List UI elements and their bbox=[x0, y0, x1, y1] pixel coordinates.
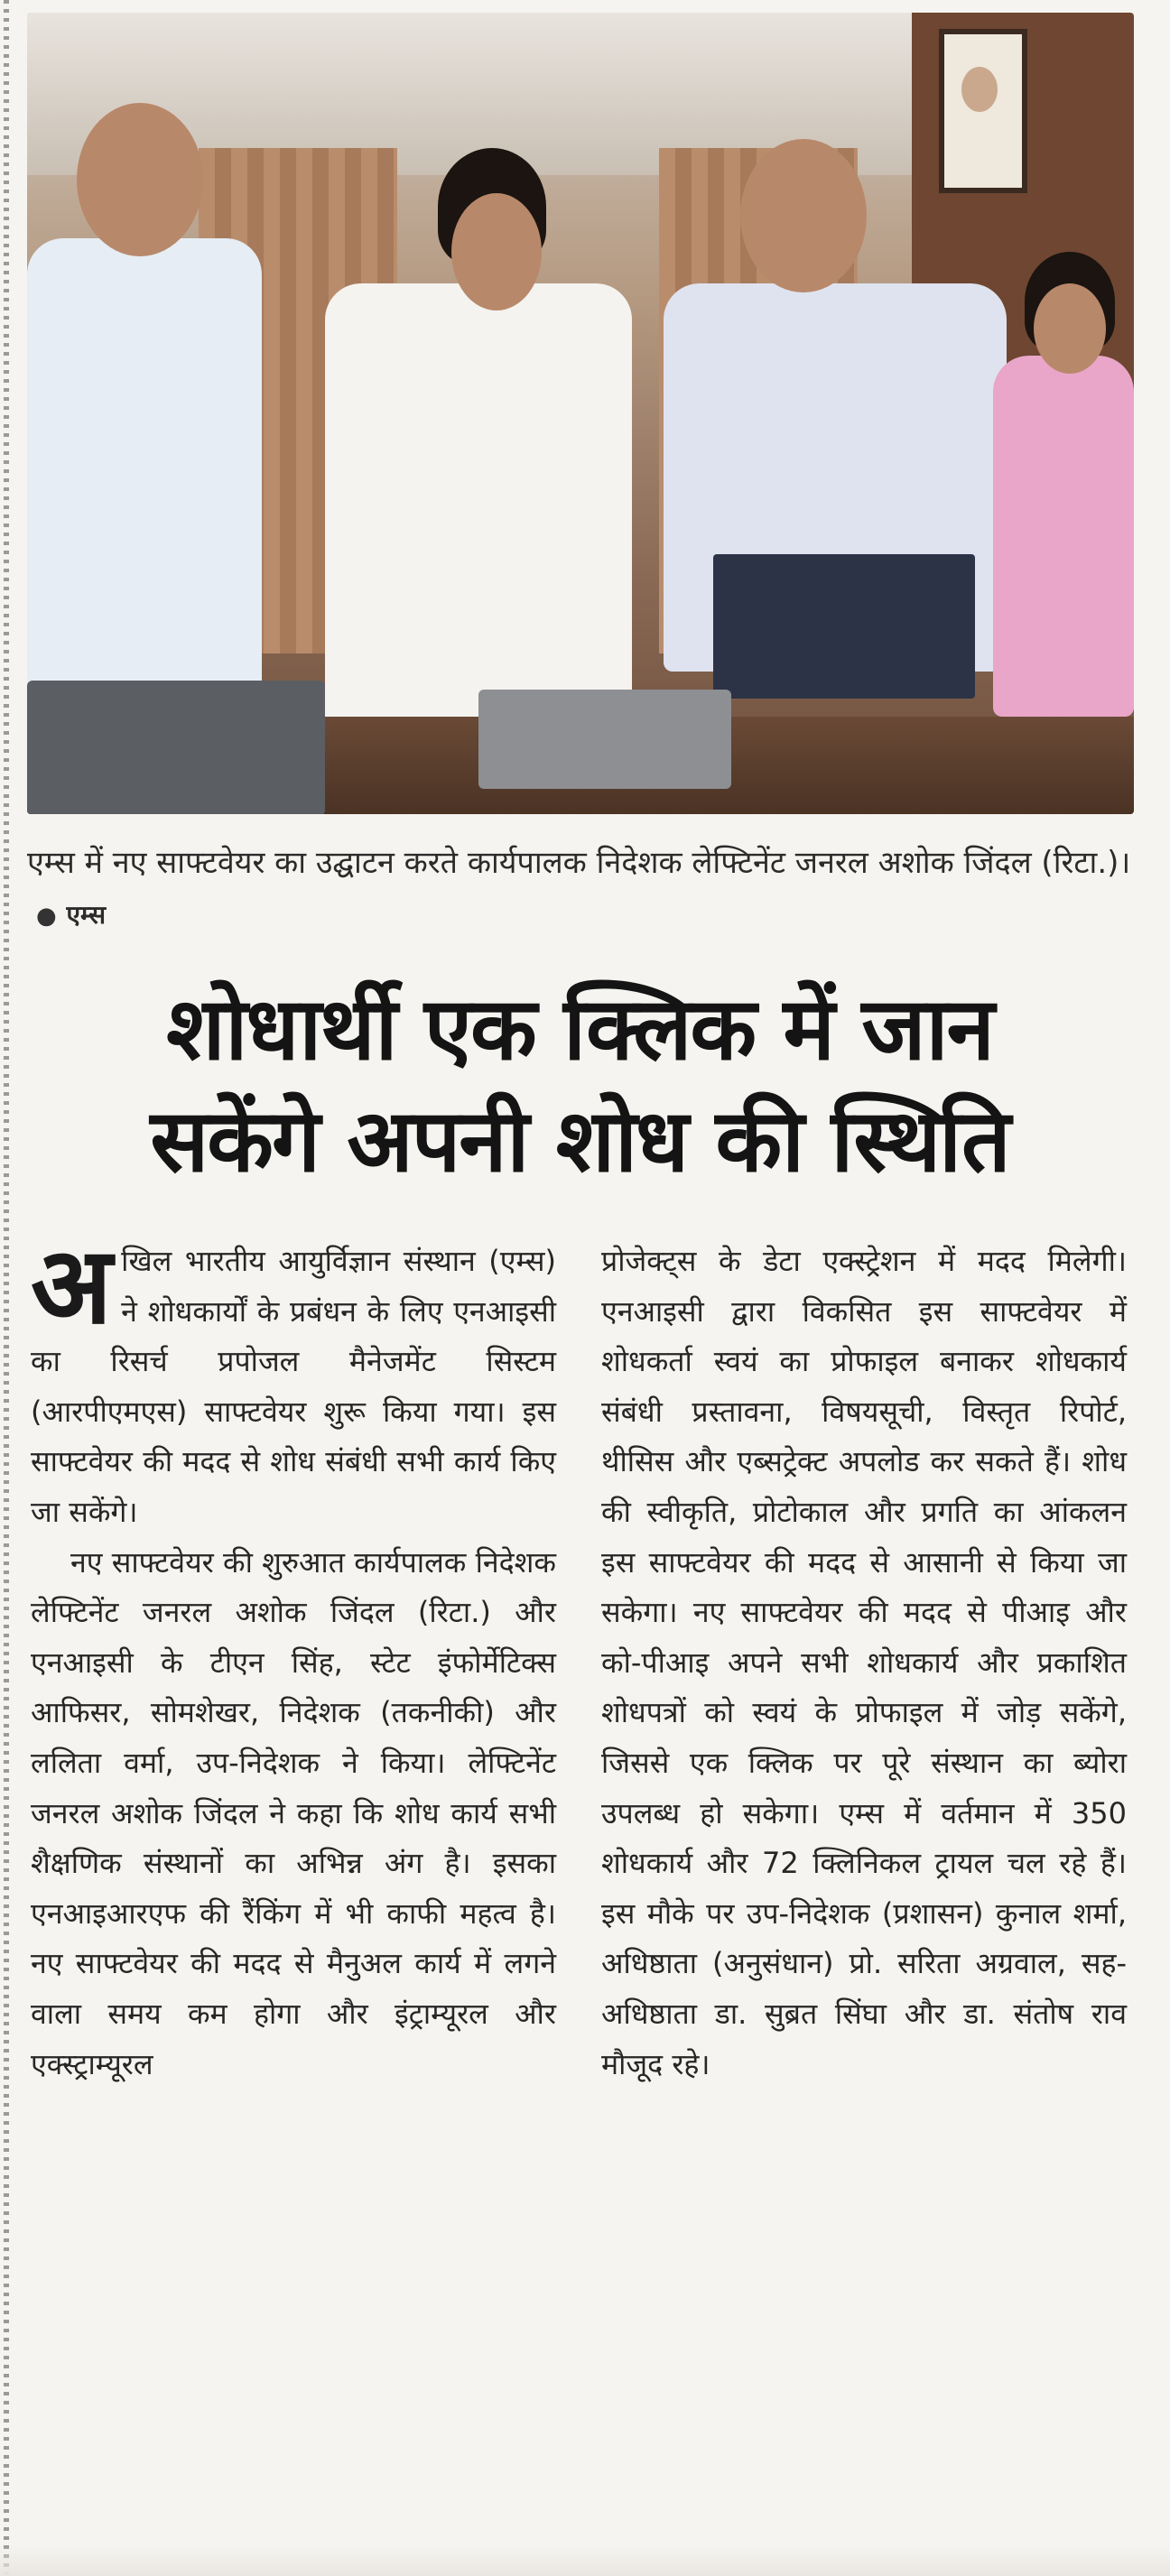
photo-person-1 bbox=[27, 238, 262, 744]
article-column-left bbox=[31, 1223, 556, 2090]
photo-person-2 bbox=[325, 283, 632, 735]
headline-line-2: सकेंगे अपनी शोध की स्थिति bbox=[150, 1090, 1009, 1191]
headline bbox=[20, 973, 1139, 1197]
photo-person-3-trousers bbox=[713, 554, 975, 699]
photo-person-2-head bbox=[451, 193, 542, 310]
article-paragraph: खिल भारतीय आयुर्विज्ञान संस्थान (एम्स) ने शोधकार्यों के प्रबंधन के लिए एनआइसी का रिसर्च प्रपोजल मैनेजमेंट सिस्टम (आरपीएमएस) साफ्टवेयर शुरू किया गया। इस साफ्टवेयर की मदद से शोध संबंधी सभी कार्य किए जा सकेंगे। bbox=[31, 1244, 556, 1529]
caption-text: एम्स में नए साफ्टवेयर का उद्घाटन करते कार्यपालक निदेशक लेफ्टिनेंट जनरल अशोक जिंदल (रिटा.)। bbox=[27, 845, 1131, 881]
article-column-right bbox=[601, 1237, 1127, 2090]
photo-laptop-center bbox=[478, 690, 731, 789]
headline-line-1: शोधार्थी एक क्लिक में जान bbox=[166, 978, 993, 1080]
photo-person-3-head bbox=[740, 139, 867, 292]
photo-person-1-head bbox=[77, 103, 203, 256]
drop-cap: अ bbox=[31, 1223, 113, 1348]
article-paragraph: प्रोजेक्ट्स के डेटा एक्स्ट्रेशन में मदद मिलेगी। एनआइसी द्वारा विकसित इस साफ्टवेयर में शोधकर्ता स्वयं का प्रोफाइल बनाकर शोधकार्य संबंधी प्रस्तावना, विषयसूची, विस्तृत रिपोर्ट, थीसिस और एब्सट्रेक्ट अपलोड कर सकते हैं। शोध की स्वीकृति, प्रोटोकाल और प्रगति का आंकलन इस साफ्टवेयर की मदद से आसानी से किया जा सकेगा। नए साफ्टवेयर की मदद से पीआइ और को-पीआइ अपने सभी शोधकार्य और प्रकाशित शोधपत्रों को स्वयं के प्रोफाइल में जोड़ सकेंगे, जिससे एक क्लिक पर पूरे संस्थान का ब्योरा उपलब्ध हो सकेगा। एम्स में वर्तमान में 350 शोधकार्य और 72 क्लिनिकल ट्रायल चल रहे हैं। इस मौके पर उप-निदेशक (प्रशासन) कुनाल शर्मा, अधिष्ठाता (अनुसंधान) प्रो. सरिता अग्रवाल, सह-अधिष्ठाता डा. सुब्रत सिंघा और डा. संतोष राव मौजूद रहे। bbox=[601, 1244, 1127, 2081]
photo-person-4 bbox=[993, 356, 1134, 717]
photo-person-4-head bbox=[1034, 283, 1106, 374]
news-photo bbox=[27, 13, 1134, 814]
photo-laptop-left bbox=[27, 681, 325, 814]
page-edge-rule bbox=[4, 0, 9, 2576]
bullet-icon: ● bbox=[36, 903, 57, 930]
page-bottom-edge bbox=[0, 2545, 1170, 2576]
article-paragraph: नए साफ्टवेयर की शुरुआत कार्यपालक निदेशक लेफ्टिनेंट जनरल अशोक जिंदल (रिटा.) और एनआइसी के टीएन सिंह, स्टेट इंफोर्मेटिक्स आफिसर, सोमशेखर, निदेशक (तकनीकी) और ललिता वर्मा, उप-निदेशक ने किया। लेफ्टिनेंट जनरल अशोक जिंदल ने कहा कि शोध कार्य सभी शैक्षणिक संस्थानों का अभिन्न अंग है। इसका एनआइआरएफ की रैंकिंग में भी काफी महत्व है। नए साफ्टवेयर की मदद से मैनुअल कार्य में लगने वाला समय कम होगा और इंट्राम्यूरल और एक्स्ट्राम्यूरल bbox=[31, 1544, 556, 2081]
caption-source: एम्स bbox=[66, 900, 107, 930]
photo-portrait-face bbox=[961, 67, 998, 112]
photo-caption bbox=[27, 838, 1134, 941]
